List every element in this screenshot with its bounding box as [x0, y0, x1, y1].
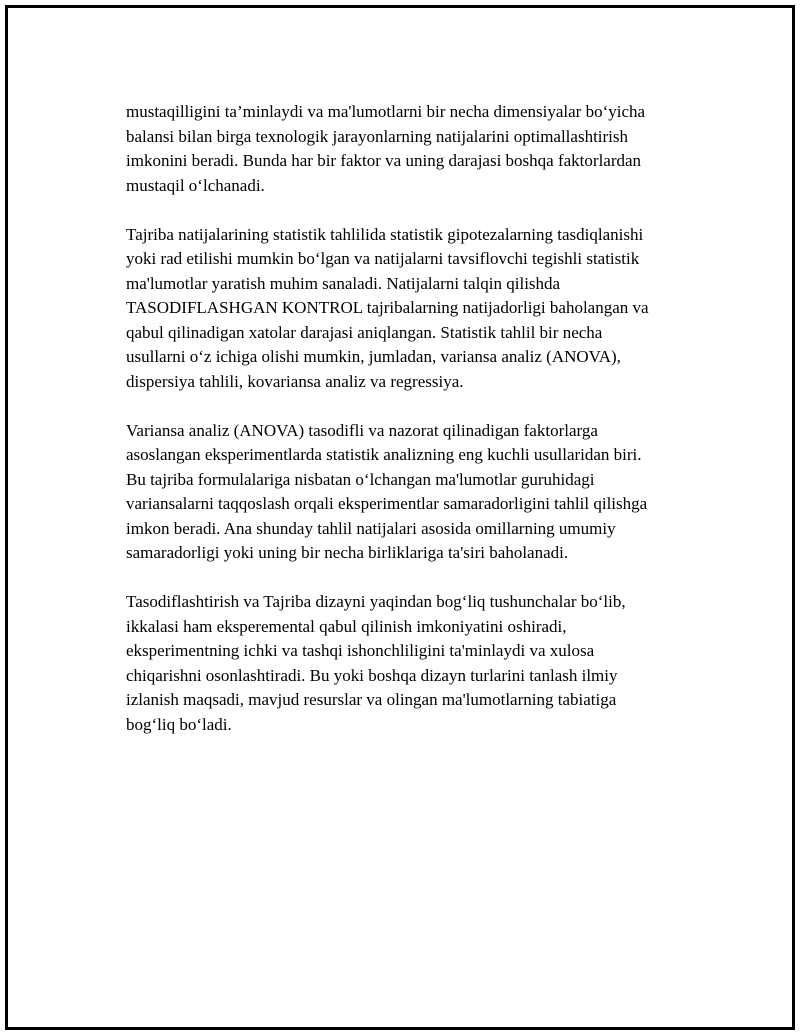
paragraph-3: Variansa analiz (ANOVA) tasodifli va nazorat qilinadigan faktorlarga asoslangan eksperimentlarda statistik analizning eng kuchli usullaridan biri. Bu tajriba formulalariga nisbatan o‘lchangan ma'lumotlar guruhidagi variansalarni taqqoslash orqali eksperimentlar samaradorligini tahlil qilishga imkon beradi. Ana shunday tahlil natijalari asosida omillarning umumiy samaradorligi yoki uning bir necha birliklariga ta'siri baholanadi. [126, 420, 648, 562]
paragraph-1: mustaqilligini ta’minlaydi va ma'lumotlarni bir necha dimensiyalar bo‘yicha balansi bilan birga texnologik jarayonlarning natijalarini optimallashtirish imkonini beradi. Bunda har bir faktor va uning darajasi boshqa faktorlardan mustaqil o‘lchanadi. [126, 102, 646, 195]
paragraph-2: Tajriba natijalarining statistik tahlilida statistik gipotezalarning tasdiqlanishi yoki rad etilishi mumkin bo‘lgan va natijalarni tavsiflovchi tegishli statistik ma'lumotlar yaratish muhim sanaladi. Natijalarni talqin qilishda TASODIFLASHGAN KONTROL tajribalarning natijadorligi baholangan va qabul qilinadigan xatolar darajasi aniqlangan. Statistik tahlil bir necha usullarni o‘z ichiga olishi mumkin, jumladan, variansa analiz (ANOVA), dispersiya tahlili, kovariansa analiz va regressiya. [126, 224, 649, 391]
document-body [126, 100, 716, 762]
page-frame [5, 5, 795, 1030]
paragraph-4: Tasodiflashtirish va Tajriba dizayni yaqindan bog‘liq tushunchalar bo‘lib, ikkalasi ham eksperemental qabul qilinish imkoniyatini oshiradi, eksperimentning ichki va tashqi ishonchliligini ta'minlaydi va xulosa chiqarishni osonlashtiradi. Bu yoki boshqa dizayn turlarini tanlash ilmiy izlanish maqsadi, mavjud resurslar va olingan ma'lumotlarning tabiatiga bog‘liq bo‘ladi. [126, 592, 626, 734]
